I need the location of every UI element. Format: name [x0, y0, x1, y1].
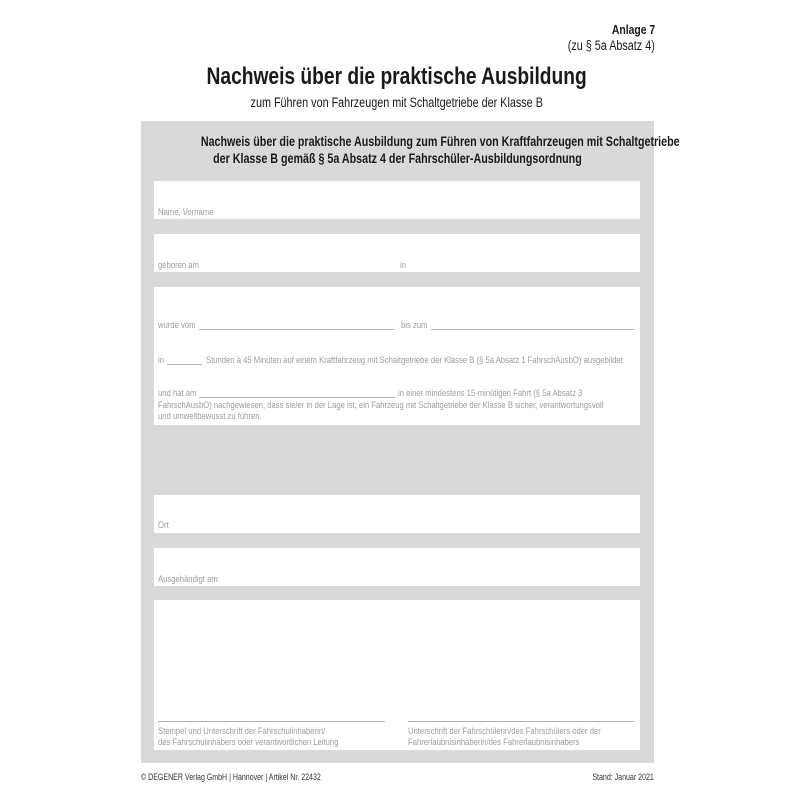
training-from-line — [199, 329, 394, 330]
document-title-row — [0, 63, 794, 91]
birth-field — [154, 234, 640, 272]
training-from-label: wurde vom — [158, 320, 196, 331]
place-field — [154, 495, 640, 533]
form-heading-line-2 — [141, 150, 654, 167]
signature-field — [154, 600, 640, 750]
student-signature-line — [408, 721, 634, 722]
footer-publisher: © DEGENER Verlag GmbH | Hannover | Artikel Nr. 22432 — [141, 772, 321, 782]
proof-date-line — [199, 397, 395, 398]
training-to-line — [431, 329, 634, 330]
document-title: Nachweis über die praktische Ausbildung — [206, 63, 588, 90]
issued-date-field — [154, 548, 640, 586]
proof-text-line-1: in einer mindestens 15-minütigen Fahrt (§ 5a Absatz 3 — [398, 388, 583, 399]
school-signature-caption: Stempel und Unterschrift der Fahrschulinhaberin/ — [158, 726, 326, 737]
form-heading-line-1 — [141, 133, 680, 150]
hours-prefix: in — [158, 355, 164, 366]
school-signature-line — [158, 721, 385, 722]
proof-text-line-3: und umweltbewusst zu führen. — [158, 411, 262, 422]
document-subtitle: zum Führen von Fahrzeugen mit Schaltgetriebe der Klasse B — [250, 95, 544, 110]
school-signature-caption: des Fahrschulinhabers oder verantwortlichen Leitung — [158, 737, 339, 748]
training-field — [154, 287, 640, 425]
annex-label: Anlage 7 — [611, 22, 655, 37]
form-heading-text: Nachweis über die praktische Ausbildung zum Führen von Kraftfahrzeugen mit Schaltgetriebe — [200, 134, 680, 149]
place-label: Ort — [158, 520, 169, 531]
student-signature-caption: Fahrerlaubnisinhaberin/des Fahrerlaubnisinhabers — [408, 737, 580, 748]
document-subtitle-row — [0, 95, 794, 111]
hours-line — [167, 364, 202, 365]
name-field — [154, 181, 640, 219]
footer-version: Stand: Januar 2021 — [592, 772, 654, 782]
form-panel — [141, 121, 680, 763]
birth-date-label: geboren am — [158, 260, 199, 271]
birth-place-label: in — [400, 260, 406, 271]
name-label: Name, Vorname — [158, 207, 214, 218]
training-to-label: bis zum — [401, 320, 428, 331]
proof-prefix: und hat am — [158, 388, 197, 399]
proof-text-line-2: FahrschAusbO) nachgewiesen, dass sie/er in der Lage ist, ein Fahrzeug mit Schaltgetriebe der Klasse B sicher, verantwortungsvoll — [158, 400, 604, 411]
hours-text: Stunden à 45 Minuten auf einem Kraftfahrzeug mit Schaltgetriebe der Klasse B (§ 5a Absatz 1 FahrschAusbO) ausgebildet — [206, 355, 623, 366]
student-signature-caption: Unterschrift der Fahrschülerin/des Fahrschülers oder der — [408, 726, 601, 737]
issued-date-label: Ausgehändigt am — [158, 574, 218, 585]
form-heading-text: der Klasse B gemäß § 5a Absatz 4 der Fahrschüler-Ausbildungsordnung — [213, 151, 582, 166]
annex-reference: (zu § 5a Absatz 4) — [567, 38, 655, 53]
